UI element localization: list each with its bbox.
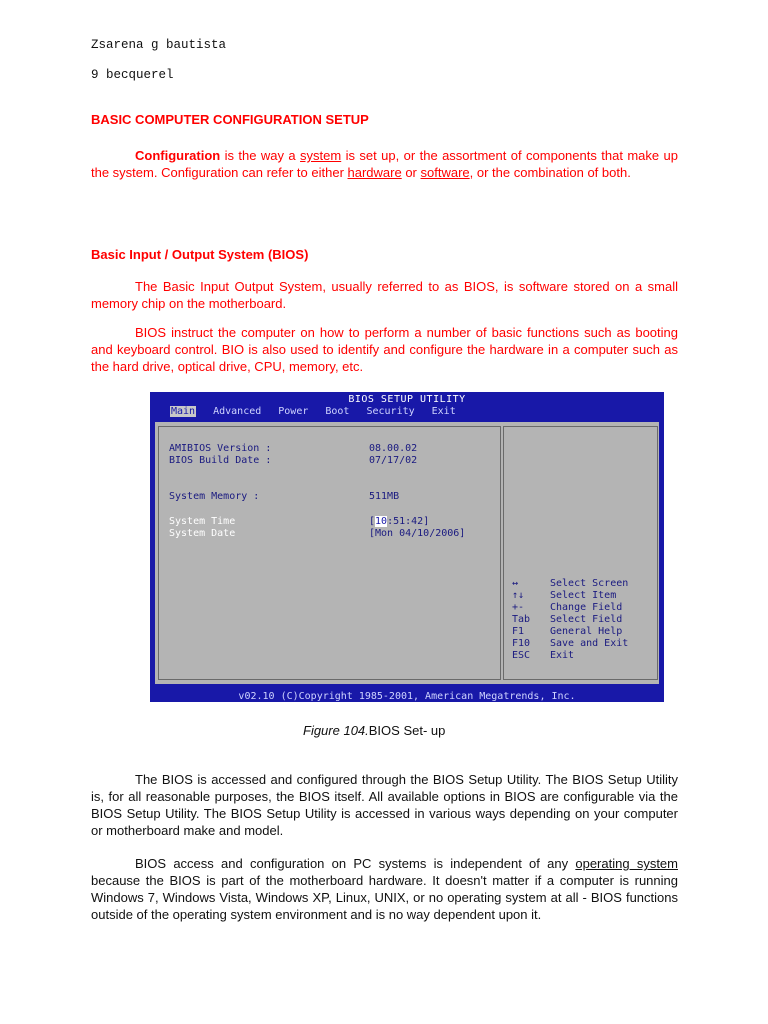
bios-menu-main: Main — [171, 406, 196, 417]
bios-footer: v02.10 (C)Copyright 1985-2001, American Megatrends, Inc. — [238, 691, 576, 702]
bios-row-system-time — [169, 516, 489, 528]
bios-help-item — [512, 650, 662, 662]
bios-help-key: F1 — [512, 626, 525, 637]
system-link[interactable]: system — [300, 148, 342, 163]
bios-menu-power: Power — [278, 406, 309, 417]
intro-paragraph — [91, 147, 678, 181]
bios-row-label: System Time — [169, 516, 236, 527]
bios-paragraph-2-text: BIOS instruct the computer on how to perform a number of basic functions such as booting and keyboard control. BIO is also used to identify and configure the hardware in a computer such as the hard drive, optical drive, CPU, memory, etc. — [91, 325, 678, 374]
bios-help-desc: Select Field — [550, 614, 623, 625]
bios-help-desc: Select Item — [550, 590, 617, 601]
bios-title: BIOS SETUP UTILITY — [348, 394, 466, 405]
bios-row-value: [Mon 04/10/2006] — [369, 528, 466, 539]
bios-row-value: 511MB — [369, 491, 400, 502]
bios-help-item — [512, 638, 662, 650]
bios-row-build-date — [169, 455, 489, 467]
operating-system-link[interactable]: operating system — [575, 856, 678, 871]
up-down-arrow-icon: ↑↓ — [512, 590, 525, 601]
bios-row-system-date — [169, 528, 489, 540]
bios-help-desc: General Help — [550, 626, 623, 637]
intro-text-2: is set up, or the assortment of components that make up the system. Configuration can refer to either — [91, 148, 678, 180]
intro-text-3: or — [401, 165, 421, 180]
bios-help-item — [512, 602, 662, 614]
bios-menu-boot: Boot — [325, 406, 350, 417]
configuration-term: Configuration — [135, 148, 221, 163]
intro-text-4: , or the combination of both. — [469, 165, 631, 180]
access-paragraph — [91, 771, 678, 839]
os-paragraph-text-1: BIOS access and configuration on PC systems is independent of any — [135, 856, 576, 871]
os-paragraph — [91, 855, 678, 923]
bios-time-rest: :51:42] — [387, 516, 430, 527]
bios-settings-pane — [158, 426, 501, 680]
bios-help-desc: Save and Exit — [550, 638, 629, 649]
bios-cursor: 10 — [375, 516, 388, 527]
bios-help-key: F10 — [512, 638, 531, 649]
bios-paragraph-1-text: The Basic Input Output System, usually referred to as BIOS, is software stored on a small memory chip on the motherboard. — [91, 279, 678, 311]
figure-number: Figure 104. — [303, 723, 369, 738]
bios-row-label: System Memory : — [169, 491, 260, 502]
section-name: 9 becquerel — [91, 68, 174, 82]
bios-setup-screenshot — [150, 392, 664, 702]
bios-row-label: System Date — [169, 528, 236, 539]
bios-menu-advanced: Advanced — [213, 406, 262, 417]
bios-help-key: +- — [512, 602, 525, 613]
figure-caption — [303, 723, 445, 738]
bios-row-version — [169, 443, 489, 455]
bios-help-item — [512, 626, 662, 638]
access-paragraph-text: The BIOS is accessed and configured through the BIOS Setup Utility. The BIOS Setup Utility is, for all reasonable purposes, the BIOS itself. All available options in BIOS are configurable via the BIOS Setup Utility. The BIOS Setup Utility is accessed in various ways depending on your computer or motherboard make and model. — [91, 772, 678, 838]
bios-heading: Basic Input / Output System (BIOS) — [91, 247, 309, 262]
bios-help-key: ESC — [512, 650, 531, 661]
author-name: Zsarena g bautista — [91, 38, 227, 52]
bios-row-memory — [169, 491, 489, 503]
figure-caption-text: BIOS Set- up — [368, 723, 446, 738]
left-right-arrow-icon: ↔ — [512, 578, 519, 589]
bios-help-desc: Change Field — [550, 602, 623, 613]
bios-paragraph-1 — [91, 278, 678, 312]
bios-row-label: BIOS Build Date : — [169, 455, 272, 466]
bios-row-label: AMIBIOS Version : — [169, 443, 272, 454]
bios-panel — [153, 420, 661, 686]
bios-help-item — [512, 614, 662, 626]
bios-bracket: [ — [369, 516, 376, 527]
bios-paragraph-2 — [91, 324, 678, 375]
software-link[interactable]: software — [420, 165, 470, 180]
bios-row-value: 07/17/02 — [369, 455, 418, 466]
bios-help-desc: Exit — [550, 650, 575, 661]
hardware-link[interactable]: hardware — [347, 165, 402, 180]
intro-text-1: is the way a — [220, 148, 301, 163]
bios-menu-bar — [170, 406, 473, 417]
bios-help-desc: Select Screen — [550, 578, 629, 589]
bios-row-value — [369, 516, 429, 527]
bios-row-value: 08.00.02 — [369, 443, 418, 454]
bios-help-item — [512, 578, 662, 590]
bios-help-key: Tab — [512, 614, 531, 625]
bios-menu-security: Security — [366, 406, 415, 417]
os-paragraph-text-2: because the BIOS is part of the motherboard hardware. It doesn't matter if a computer is running Windows 7, Windows Vista, Windows XP, Linux, UNIX, or no operating system at all - BIOS functions outside of the operating system environment and is no way dependent upon it. — [91, 873, 678, 922]
document-title: BASIC COMPUTER CONFIGURATION SETUP — [91, 112, 369, 127]
bios-help-pane — [503, 426, 658, 680]
bios-menu-exit: Exit — [431, 406, 456, 417]
bios-help-item — [512, 590, 662, 602]
